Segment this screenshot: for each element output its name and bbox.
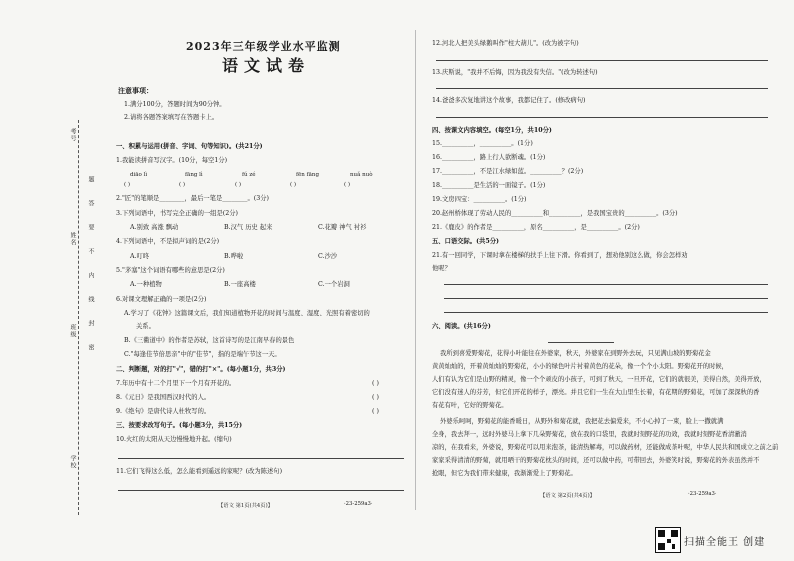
footer-page-label: 【语文 第1页(共4页)】 xyxy=(218,503,273,509)
passage-line: 凉的，在我看来，外婆说，野菊花可以用来泡茶，能清热解毒，可以做药材，还能做成茶叶呢，中华人民共和国成立之前之前 xyxy=(432,444,779,451)
passage-line: 我所到喜爱野菊花，花得小叶能往在外婆家，秋天，外婆家在到野外去玩，只见满山坡的野菊花金 xyxy=(440,350,711,357)
question-12: 12.河北人把美头绿鹅叫作"柱大葫儿"。(改为被字句) xyxy=(432,40,579,47)
section-4-heading: 四、按课文内容填空。(每空1分，共10分) xyxy=(432,127,552,134)
judge-paren[interactable]: ( ) xyxy=(372,380,379,387)
option[interactable]: B.汉气 历史 起来 xyxy=(224,224,273,231)
answer-bracket[interactable]: ( ) xyxy=(344,182,351,188)
question-4: 4.下列词语中，不是拟声词的是(2分) xyxy=(116,238,220,245)
seal-char: 内 xyxy=(87,272,94,279)
section-6-heading: 六、阅读。(共16分) xyxy=(432,323,491,330)
passage-line: 人们有认为它们是山野的精灵，像一个个顽皮的小孩子，可到了秋天，一旦开花，它们的就很美，美得自然，美得开放， xyxy=(432,376,766,383)
banji-label: 班级 xyxy=(69,324,76,338)
pinyin: fú zé xyxy=(242,172,256,178)
seal-char: 答 xyxy=(87,200,94,207)
kaohao-label: 考号 xyxy=(69,128,76,142)
question-6: 6.对课文理解正确的一项是(2分) xyxy=(116,296,207,303)
note-item: 1.满分100分，答题时间为90分钟。 xyxy=(124,101,226,108)
passage-line: 它们没有迷人的芬芳，但它们开花的样子，漂亮。并且它们一生在大山里生长着，有花期的野菊花，可加了深深秋的香 xyxy=(432,389,760,396)
question-22: 21.有一回同学，下课时拿在楼梯的扶手上往下滑。你看到了，想劝他别这么做，你会怎样劝 xyxy=(432,252,688,259)
watermark-text: 扫描全能王 创建 xyxy=(684,537,766,548)
option[interactable]: C.沙沙 xyxy=(318,253,338,260)
answer-line[interactable] xyxy=(444,312,768,313)
section-3-heading: 三、按要求改写句子。(每小题3分，共15分) xyxy=(116,422,243,429)
option[interactable]: B.一座高楼 xyxy=(224,281,256,288)
passage-line: 抢眼，但它为我们带来健康，我渐渐爱上了野菊花。 xyxy=(432,470,577,477)
question-7: 7.年历中有十二个月里下一个月有开花的。 xyxy=(116,380,236,387)
seal-char: 要 xyxy=(87,224,94,231)
question-8: 8.《元日》是我国西汉时代的人。 xyxy=(116,394,211,401)
seal-char: 题 xyxy=(87,176,94,183)
question-3: 3.下列词语中，书写完全正确的一组是(2分) xyxy=(116,210,238,217)
question-11: 11.它们飞得这么低，怎么能看到遥远的家呢？(改为陈述句) xyxy=(116,468,283,475)
option[interactable]: A.一种植物 xyxy=(130,281,162,288)
footer-code: ·23-259a3· xyxy=(688,491,717,497)
option[interactable]: C."每逢佳节倍思亲"中的"佳节"，指的是端午节这一天。 xyxy=(124,351,281,358)
question-9: 9.《绝句》是唐代诗人杜牧写的。 xyxy=(116,408,211,415)
passage-line: 有花有叶，它好的野菊花。 xyxy=(432,402,508,409)
footer-code: ·23-259a3· xyxy=(344,501,373,507)
passage-line: 全身，我去拜一，远时外婆马上拿下几朵野菊花，放在我的口袋里，我就时刻野花的功效，我就时刻野花香清澈消 xyxy=(432,431,747,438)
question-20: 20.赵州桥体现了劳动人民的__________和__________，是我国宝贵的__________。(3分) xyxy=(432,210,678,217)
option[interactable]: B.哗啦 xyxy=(224,253,244,260)
page-divider xyxy=(415,30,416,510)
question-15: 15.__________，__________。(1分) xyxy=(432,140,533,147)
question-17: 17.__________，不是江水绿如蓝。__________？(2分) xyxy=(432,168,584,175)
qr-code-icon xyxy=(655,527,681,553)
option[interactable]: B.《三衢道中》的作者是苏轼，这首诗写的是江南早春的景色 xyxy=(124,337,295,344)
pinyin: fāng lì xyxy=(185,172,203,178)
binding-line xyxy=(78,120,79,515)
section-2-heading: 二、判断题，对的打"√"，错的打"×"。(每小题1分，共3分) xyxy=(116,366,286,373)
option[interactable]: C.一个岩洞 xyxy=(318,281,350,288)
judge-paren[interactable]: ( ) xyxy=(372,408,379,415)
question-21: 21.《鹿皮》的作者是__________，原名__________，是__________。(2分) xyxy=(432,224,640,231)
footer-page-label: 【语文 第2页(共4页)】 xyxy=(540,493,595,499)
passage-line: 家家采得清清的野菊，就用晒干的野菊花枕头的时间，还可以做中药，可带回去，外婆笑时说，野菊花的外表虽然并不 xyxy=(432,457,760,464)
question-16: 16.__________，路上行人欲断魂。(1分) xyxy=(432,154,546,161)
judge-paren[interactable]: ( ) xyxy=(372,394,379,401)
seal-char: 线 xyxy=(87,296,94,303)
question-18: 18.__________是生活的一面镜子。(1分) xyxy=(432,182,546,189)
answer-line[interactable] xyxy=(444,298,768,299)
answer-line[interactable] xyxy=(436,117,768,118)
pinyin: diāo lì xyxy=(130,172,148,178)
answer-bracket[interactable]: ( ) xyxy=(179,182,186,188)
question-14: 14.爸爸多次复地讲这个故事，我都记住了。(修改病句) xyxy=(432,97,586,104)
question-2: 2."匠"的笔顺是________，最后一笔是________。(3分) xyxy=(116,195,269,202)
question-5: 5."茅塞"这个词语有哪些的意思是(2分) xyxy=(116,267,225,274)
answer-bracket[interactable]: ( ) xyxy=(290,182,297,188)
answer-line[interactable] xyxy=(118,490,404,491)
section-1-heading: 一、积累与运用(拼音、字词、句等知识)。(共21分) xyxy=(116,143,263,150)
question-13: 13.庆斯说，"我并不后悔，因为我没有失信。"(改为转述句) xyxy=(432,69,598,76)
section-5-heading: 五、口语交际。(共5分) xyxy=(432,238,500,245)
option[interactable]: A.叮咚 xyxy=(130,253,150,260)
seal-char: 密 xyxy=(87,344,94,351)
pinyin: fēn fāng xyxy=(296,172,319,178)
answer-bracket[interactable]: ( ) xyxy=(235,182,242,188)
passage-line: 外婆乐呵呵，野菊花的能香暖日，从野外和菊花就，我把花去偏爱来，不小心掉了一束，脸上一撒就满 xyxy=(440,418,724,425)
option[interactable]: C.花瓣 神气 衬衫 xyxy=(318,224,367,231)
answer-bracket[interactable]: ( ) xyxy=(124,182,131,188)
xuexiao-label: 学校 xyxy=(69,455,76,469)
passage-title-line[interactable] xyxy=(548,342,614,343)
exam-title: 2023年三年级学业水平监测 xyxy=(186,40,341,53)
option[interactable]: A.学习了《花钟》这篇课文后，我们知道植物开花的时间与温度、湿度、光照有着密切的 xyxy=(124,310,370,317)
answer-line[interactable] xyxy=(444,284,768,285)
answer-line[interactable] xyxy=(436,88,768,89)
answer-line[interactable] xyxy=(118,458,404,459)
answer-line[interactable] xyxy=(436,60,768,61)
option-cont: 关系。 xyxy=(136,323,155,330)
question-22-cont: 他呢？ xyxy=(432,265,451,272)
passage-line: 黄黄灿灿的，开着黄灿灿的野菊花，小小的绿色叶片衬着黄色的花朵，像一个个小太阳。野菊花开的时候， xyxy=(432,363,728,370)
option[interactable]: A.别致 高涨 飘动 xyxy=(130,224,179,231)
seal-char: 封 xyxy=(87,320,94,327)
question-1: 1.我能读拼音写汉字。(10分，每空1分) xyxy=(116,157,228,164)
question-19: 19.文房四宝：__________。(1分) xyxy=(432,196,527,203)
exam-subject: 语文试卷 xyxy=(222,56,311,75)
seal-char: 不 xyxy=(87,248,94,255)
note-item: 2.请将各题答案填写在答题卡上。 xyxy=(124,114,219,121)
pinyin: nuǎ nuò xyxy=(350,172,373,178)
xingming-label: 姓名 xyxy=(69,232,76,246)
notes-heading: 注意事项： xyxy=(118,86,153,95)
question-10: 10.火红的太阳从天边慢慢地升起。(缩句) xyxy=(116,436,232,443)
